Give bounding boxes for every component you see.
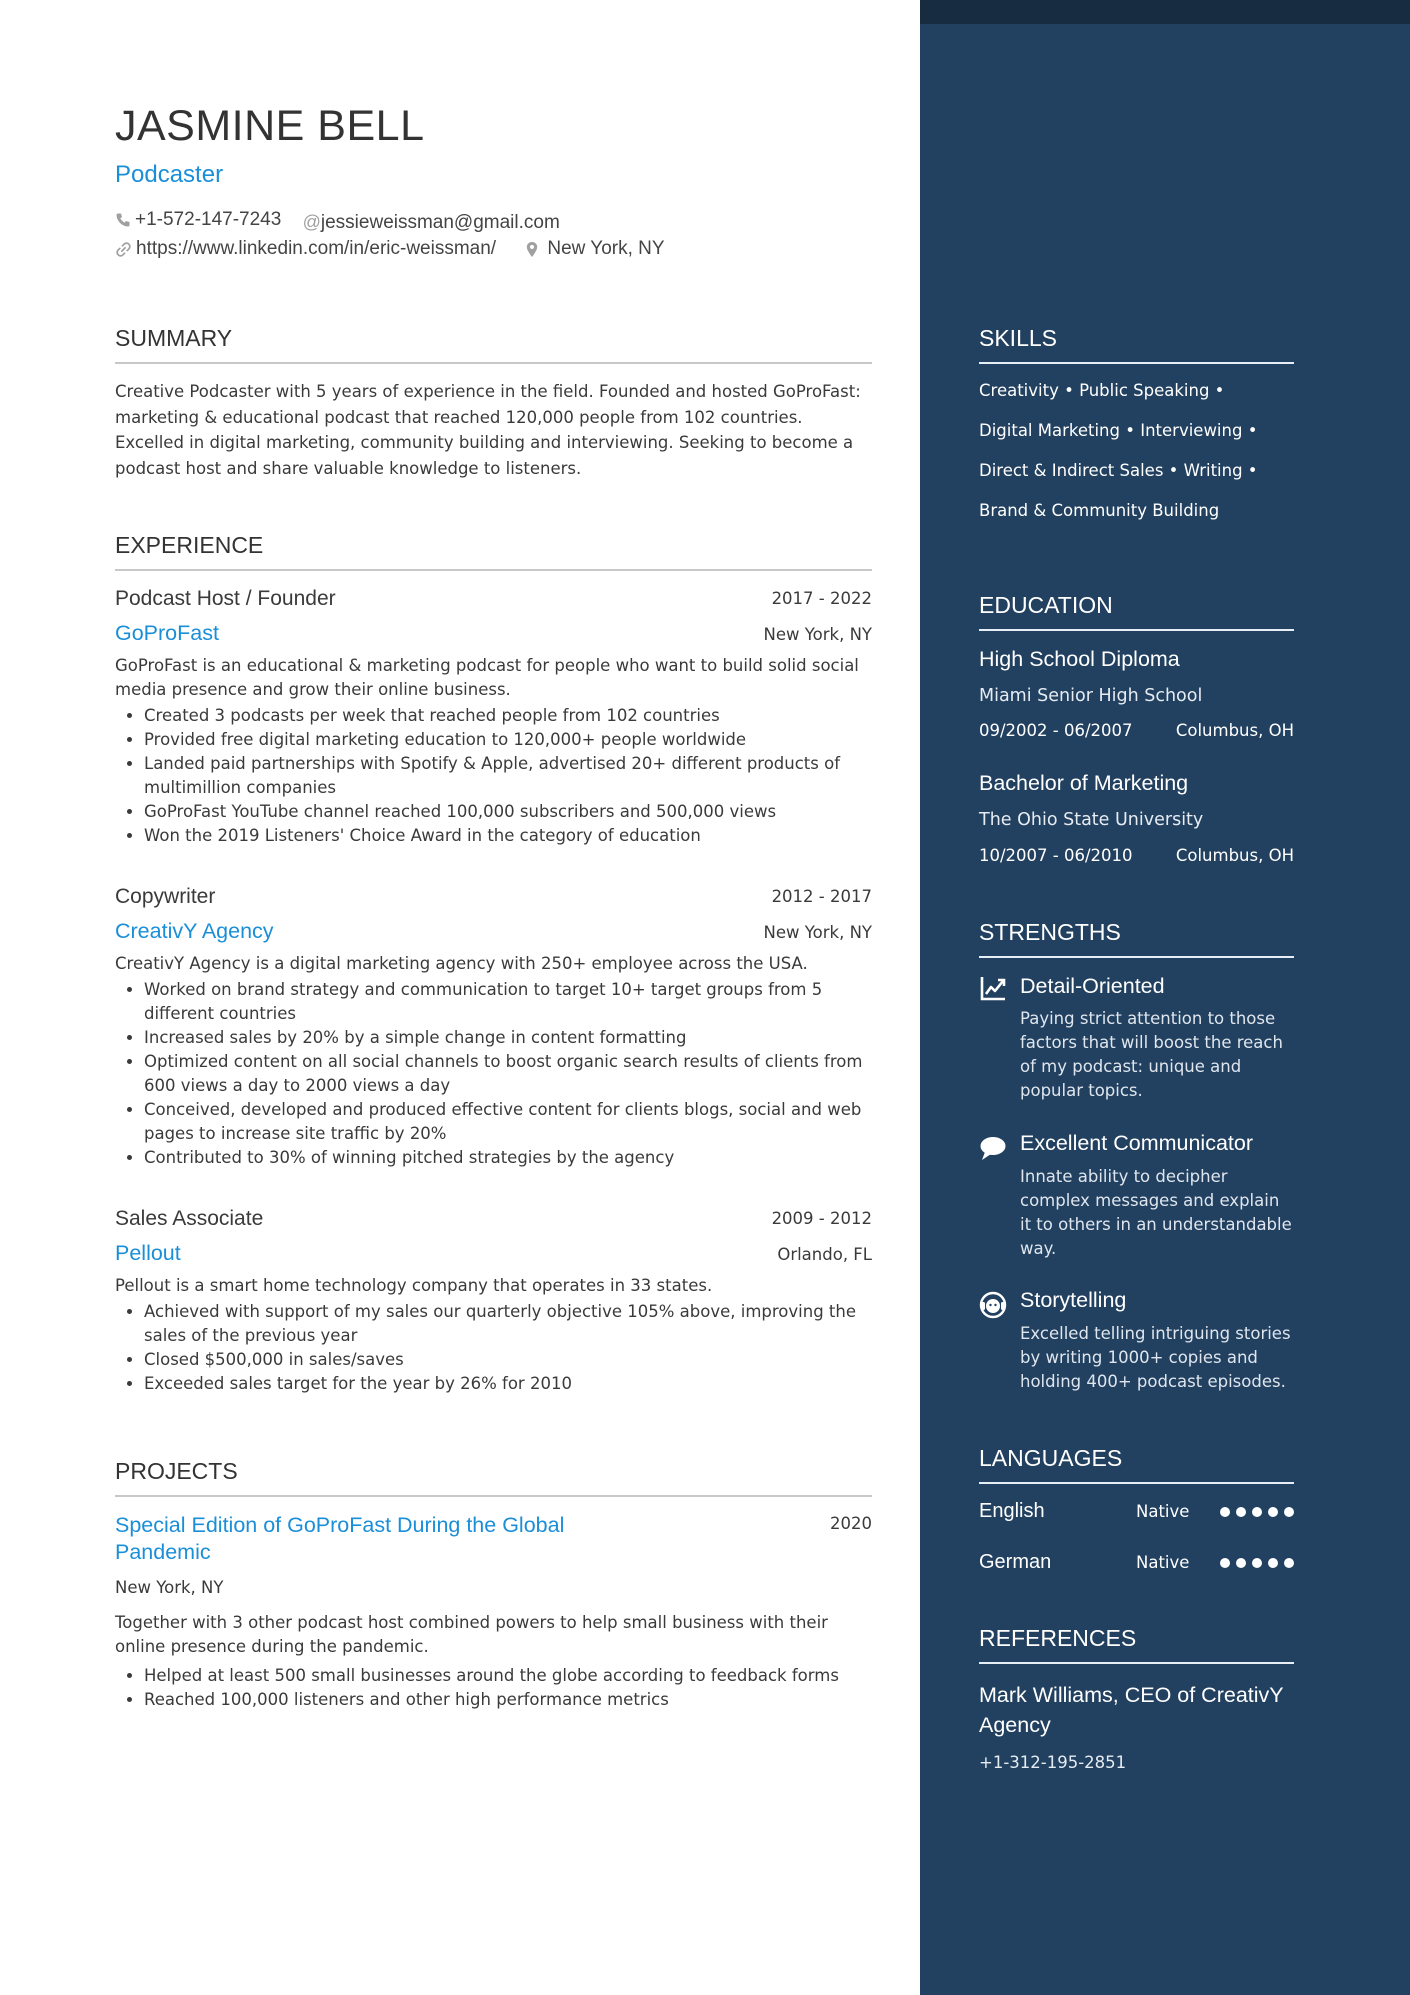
company-name: CreativY Agency	[115, 919, 274, 943]
headset-face-icon	[979, 1291, 1007, 1319]
rating-dot	[1252, 1558, 1262, 1568]
summary-text: Creative Podcaster with 5 years of experience in the field. Founded and hosted GoProFast: marketing & educational podcast that reached 120,000 people from 102 countries. Excelled in digital marketing, community building and interviewing. Seeking to become a podcast host and share valuable knowledge to listeners.	[115, 382, 861, 478]
bullet-item: • Worked on brand strategy and communication to target 10+ target groups from 5 different countries	[144, 978, 872, 1026]
bullet-item: • Closed $500,000 in sales/saves	[144, 1348, 872, 1372]
bullet-item: • Won the 2019 Listeners' Choice Award in the category of education	[144, 824, 872, 848]
job-location: Orlando, FL	[777, 1245, 872, 1264]
edu-location: Columbus, OH	[1175, 846, 1294, 865]
job-location: New York, NY	[763, 923, 872, 942]
experience-heading: EXPERIENCE	[115, 532, 872, 571]
edu-dates: 10/2007 - 06/2010	[979, 846, 1133, 865]
job-title: Podcast Host / Founder	[115, 587, 336, 610]
projects-heading: PROJECTS	[115, 1458, 872, 1497]
reference-name: Mark Williams, CEO of CreativY Agency	[979, 1683, 1284, 1737]
phone-icon	[115, 212, 131, 228]
linkedin-text[interactable]: https://www.linkedin.com/in/eric-weissman/	[136, 238, 497, 259]
edu-school: Miami Senior High School	[979, 686, 1203, 706]
education-heading: EDUCATION	[979, 592, 1294, 631]
language-level: Native	[1136, 1502, 1190, 1521]
reference-phone: +1-312-195-2851	[979, 1753, 1127, 1772]
skills-line: Brand & Community Building	[979, 501, 1220, 520]
experience-entry	[115, 587, 872, 848]
bullet-item: • Provided free digital marketing education to 120,000+ people worldwide	[144, 728, 872, 752]
references-heading: REFERENCES	[979, 1625, 1294, 1664]
email-text[interactable]: jessieweissman@gmail.com	[320, 211, 560, 233]
rating-dot	[1236, 1507, 1246, 1517]
candidate-role: Podcaster	[115, 161, 224, 188]
email-contact	[303, 212, 560, 234]
language-name: English	[979, 1500, 1045, 1522]
bullet-item: • Contributed to 30% of winning pitched strategies by the agency	[144, 1146, 872, 1170]
summary-heading: SUMMARY	[115, 325, 872, 364]
strength-title: Storytelling	[1020, 1288, 1127, 1312]
bullet-item: • Optimized content on all social channels to boost organic search results of clients from 600 views a day to 2000 views a day	[144, 1050, 872, 1098]
candidate-name: JASMINE BELL	[115, 102, 425, 150]
link-icon	[115, 241, 132, 258]
job-dates: 2012 - 2017	[771, 887, 872, 906]
project-bullets	[115, 1664, 872, 1712]
phone-contact	[115, 209, 281, 231]
bullet-item: • Achieved with support of my sales our quarterly objective 105% above, improving the sales of the previous year	[144, 1300, 872, 1348]
job-dates: 2009 - 2012	[771, 1209, 872, 1228]
linkedin-contact	[115, 238, 496, 260]
location-text: New York, NY	[547, 238, 665, 259]
bullet-item: • Landed paid partnerships with Spotify & Apple, advertised 20+ different products of multimillion companies	[144, 752, 872, 800]
language-rating	[1220, 1558, 1294, 1568]
job-title: Copywriter	[115, 885, 216, 908]
strength-description: Innate ability to decipher complex messages and explain it to others in an understandable way.	[1020, 1167, 1292, 1258]
language-rating	[1220, 1507, 1294, 1517]
rating-dot	[1236, 1558, 1246, 1568]
company-name: GoProFast	[115, 621, 219, 645]
experience-entry	[115, 885, 872, 1170]
bullet-item: • Conceived, developed and produced effective content for clients blogs, social and web pages to increase site traffic by 20%	[144, 1098, 872, 1146]
project-location: New York, NY	[115, 1578, 224, 1597]
strength-title: Detail-Oriented	[1020, 974, 1165, 998]
speech-bubble-icon	[979, 1134, 1007, 1162]
skills-heading: SKILLS	[979, 325, 1294, 364]
project-title: Special Edition of GoProFast During the Global Pandemic	[115, 1513, 565, 1564]
project-description: Together with 3 other podcast host combined powers to help small business with their online presence during the pandemic.	[115, 1613, 828, 1656]
job-title: Sales Associate	[115, 1207, 264, 1230]
experience-entry	[115, 1207, 872, 1396]
language-name: German	[979, 1551, 1052, 1573]
project-entry	[115, 1512, 872, 1712]
job-bullets	[115, 1300, 872, 1396]
job-description: GoProFast is an educational & marketing podcast for people who want to build solid social media presence and grow their online business.	[115, 656, 859, 699]
rating-dot	[1220, 1558, 1230, 1568]
bullet-item: • Reached 100,000 listeners and other high performance metrics	[144, 1688, 872, 1712]
sidebar-top-bar	[920, 0, 1410, 24]
at-icon: @	[302, 212, 321, 232]
job-dates: 2017 - 2022	[771, 589, 872, 608]
language-level: Native	[1136, 1553, 1190, 1572]
bullet-item: • Exceeded sales target for the year by 26% for 2010	[144, 1372, 872, 1396]
rating-dot	[1284, 1507, 1294, 1517]
edu-degree: High School Diploma	[979, 647, 1180, 671]
contact-row-1	[115, 209, 576, 234]
languages-heading: LANGUAGES	[979, 1445, 1294, 1484]
company-name: Pellout	[115, 1241, 181, 1265]
rating-dot	[1252, 1507, 1262, 1517]
rating-dot	[1268, 1558, 1278, 1568]
edu-location: Columbus, OH	[1175, 721, 1294, 740]
edu-dates: 09/2002 - 06/2007	[979, 721, 1133, 740]
job-description: Pellout is a smart home technology company that operates in 33 states.	[115, 1276, 713, 1295]
edu-school: The Ohio State University	[979, 810, 1204, 830]
strength-description: Paying strict attention to those factors that will boost the reach of my podcast: unique and popular topics.	[1020, 1009, 1283, 1100]
job-bullets	[115, 704, 872, 848]
rating-dot	[1220, 1507, 1230, 1517]
strengths-heading: STRENGTHS	[979, 919, 1294, 958]
map-pin-icon	[525, 241, 539, 258]
skills-line: Creativity • Public Speaking •	[979, 381, 1225, 400]
skills-line: Digital Marketing • Interviewing •	[979, 421, 1258, 440]
edu-degree: Bachelor of Marketing	[979, 771, 1189, 795]
rating-dot	[1268, 1507, 1278, 1517]
job-description: CreativY Agency is a digital marketing agency with 250+ employee across the USA.	[115, 954, 808, 973]
location-contact	[525, 238, 664, 260]
bullet-item: • Created 3 podcasts per week that reached people from 102 countries	[144, 704, 872, 728]
bullet-item: • Increased sales by 20% by a simple change in content formatting	[144, 1026, 872, 1050]
bullet-item: • Helped at least 500 small businesses around the globe according to feedback forms	[144, 1664, 872, 1688]
chart-line-icon	[979, 974, 1007, 1002]
bullet-item: • GoProFast YouTube channel reached 100,000 subscribers and 500,000 views	[144, 800, 872, 824]
skills-line: Direct & Indirect Sales • Writing •	[979, 461, 1258, 480]
job-location: New York, NY	[763, 625, 872, 644]
contact-row-2	[115, 238, 681, 264]
project-year: 2020	[830, 1514, 872, 1533]
job-bullets	[115, 978, 872, 1170]
phone-text[interactable]: +1-572-147-7243	[135, 209, 282, 230]
strength-title: Excellent Communicator	[1020, 1131, 1254, 1155]
strength-description: Excelled telling intriguing stories by writing 1000+ copies and holding 400+ podcast episodes.	[1020, 1324, 1291, 1391]
rating-dot	[1284, 1558, 1294, 1568]
